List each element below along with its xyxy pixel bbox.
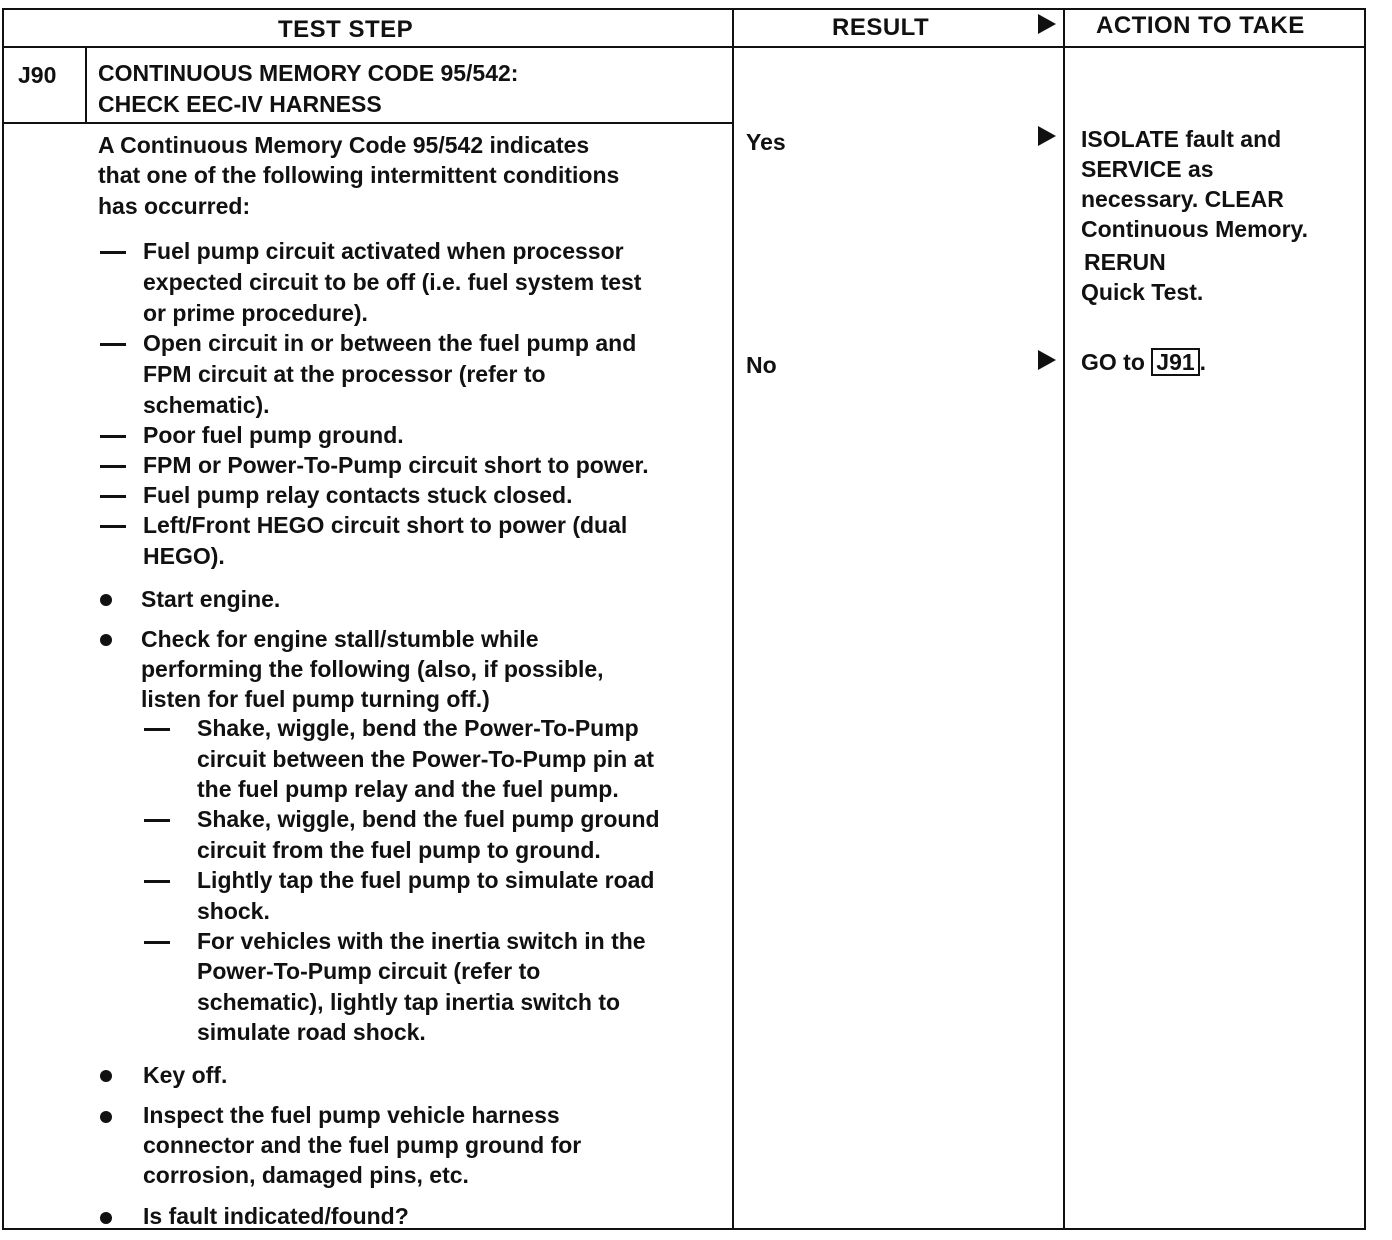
intro-line: A Continuous Memory Code 95/542 indicates [98,132,590,158]
condition-line: Open circuit in or between the fuel pump and [143,330,637,356]
dash-icon [100,450,126,468]
condition-line: FPM or Power-To-Pump circuit short to power. [143,452,649,478]
action-yes-line: Quick Test. [1081,279,1204,305]
right-triangle-icon [1038,350,1056,370]
condition-line: Poor fuel pump ground. [143,422,404,448]
col-divider-result [732,8,734,1228]
sub-step-line: For vehicles with the inertia switch in the [197,928,646,954]
bullet-inspect-line: connector and the fuel pump ground for [143,1132,582,1158]
dash-icon [100,328,126,346]
dash-icon [100,420,126,438]
result-yes: Yes [746,129,786,155]
bullet-icon [100,1111,112,1123]
sub-step-line: simulate road shock. [197,1019,426,1045]
bullet-icon [100,1070,112,1082]
sub-step-line: Lightly tap the fuel pump to simulate road [197,867,655,893]
action-yes-line: SERVICE as [1081,156,1214,182]
condition-line: schematic). [143,392,270,418]
header-result: RESULT [832,14,930,41]
bullet-icon [100,634,112,646]
step-id: J90 [18,62,57,88]
bullet-check-line: performing the following (also, if possible, [141,656,604,682]
action-no-prefix: GO to [1081,349,1145,375]
header-test-step: TEST STEP [278,16,414,43]
action-yes-line: ISOLATE fault and [1081,126,1282,152]
dash-icon [144,713,170,731]
sub-step-line: the fuel pump relay and the fuel pump. [197,776,619,802]
sub-step-line: shock. [197,898,270,924]
dash-icon [100,480,126,498]
dash-icon [144,865,170,883]
sub-step-line: circuit from the fuel pump to ground. [197,837,601,863]
bullet-question: Is fault indicated/found? [143,1203,409,1229]
dash-icon [100,236,126,254]
step-title-rule [2,122,732,124]
dash-icon [144,804,170,822]
id-col-divider [85,46,87,124]
bullet-inspect-line: Inspect the fuel pump vehicle harness [143,1102,560,1128]
header-rule [2,46,1364,48]
intro-line: has occurred: [98,193,251,219]
condition-line: expected circuit to be off (i.e. fuel system test [143,269,642,295]
col-divider-action [1063,8,1065,1228]
action-yes-line: RERUN [1084,249,1166,275]
header-action: ACTION TO TAKE [1096,12,1305,39]
intro-line: that one of the following intermittent conditions [98,162,620,188]
result-no: No [746,352,777,378]
dash-icon [144,926,170,944]
action-no-suffix: . [1199,349,1207,375]
sub-step-line: Power-To-Pump circuit (refer to [197,958,541,984]
right-triangle-icon [1038,14,1056,34]
condition-line: HEGO). [143,543,225,569]
sub-step-line: circuit between the Power-To-Pump pin at [197,746,655,772]
step-title-line1: CONTINUOUS MEMORY CODE 95/542: [98,60,519,86]
condition-line: Fuel pump relay contacts stuck closed. [143,482,573,508]
bullet-icon [100,594,112,606]
bullet-check-line: Check for engine stall/stumble while [141,626,539,652]
condition-line: or prime procedure). [143,300,368,326]
bullet-key-off: Key off. [143,1062,228,1088]
dash-icon [100,510,126,528]
right-triangle-icon [1038,126,1056,146]
condition-line: Left/Front HEGO circuit short to power (dual [143,512,628,538]
bullet-inspect-line: corrosion, damaged pins, etc. [143,1162,469,1188]
action-yes-line: necessary. CLEAR [1081,186,1284,212]
sub-step-line: schematic), lightly tap inertia switch to [197,989,621,1015]
step-title-line2: CHECK EEC-IV HARNESS [98,91,382,117]
step-reference-link[interactable]: J91 [1151,348,1199,376]
sub-step-line: Shake, wiggle, bend the fuel pump ground [197,806,660,832]
action-yes-line: Continuous Memory. [1081,216,1309,242]
sub-step-line: Shake, wiggle, bend the Power-To-Pump [197,715,639,741]
condition-line: FPM circuit at the processor (refer to [143,361,546,387]
bullet-check-line: listen for fuel pump turning off.) [141,686,490,712]
bullet-start-engine: Start engine. [141,586,281,612]
bullet-icon [100,1212,112,1224]
condition-line: Fuel pump circuit activated when processor [143,238,624,264]
action-no [1081,347,1206,378]
